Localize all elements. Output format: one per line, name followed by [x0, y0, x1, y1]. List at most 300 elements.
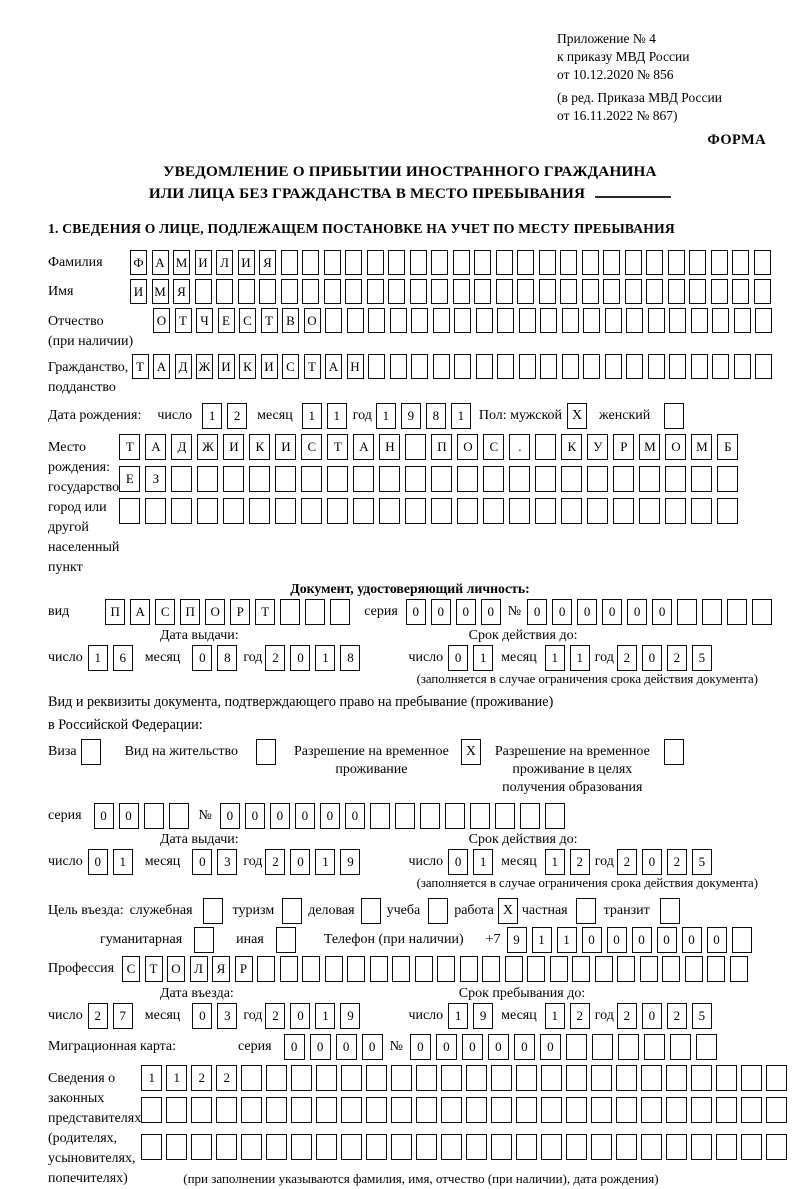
char-cell[interactable]: [603, 279, 620, 304]
char-cell[interactable]: 7: [113, 1003, 133, 1029]
char-cell[interactable]: [345, 279, 362, 304]
char-cell[interactable]: [616, 1134, 637, 1160]
char-cell[interactable]: [711, 250, 728, 275]
char-cell[interactable]: У: [587, 434, 608, 460]
char-cell[interactable]: [454, 308, 471, 333]
char-cell[interactable]: [410, 250, 427, 275]
char-cell[interactable]: А: [152, 250, 169, 275]
char-cell[interactable]: [665, 498, 686, 524]
checkbox-cell[interactable]: [576, 898, 596, 924]
char-cell[interactable]: [732, 250, 749, 275]
char-cell[interactable]: [696, 1034, 717, 1060]
char-cell[interactable]: [566, 1097, 587, 1123]
char-cell[interactable]: [582, 250, 599, 275]
char-cell[interactable]: 1: [473, 849, 493, 875]
char-cell[interactable]: [327, 466, 348, 492]
char-cell[interactable]: [379, 498, 400, 524]
char-cell[interactable]: 0: [456, 599, 476, 625]
char-cell[interactable]: М: [639, 434, 660, 460]
char-cell[interactable]: [191, 1097, 212, 1123]
char-cell[interactable]: [325, 308, 342, 333]
char-cell[interactable]: [171, 466, 192, 492]
char-cell[interactable]: [347, 956, 365, 982]
char-cell[interactable]: [662, 956, 680, 982]
char-cell[interactable]: [711, 279, 728, 304]
char-cell[interactable]: [431, 279, 448, 304]
char-cell[interactable]: [766, 1134, 787, 1160]
char-cell[interactable]: И: [238, 250, 255, 275]
char-cell[interactable]: [483, 466, 504, 492]
char-cell[interactable]: [325, 956, 343, 982]
char-cell[interactable]: [280, 599, 300, 625]
char-cell[interactable]: 0: [552, 599, 572, 625]
char-cell[interactable]: 0: [448, 849, 468, 875]
char-cell[interactable]: С: [155, 599, 175, 625]
char-cell[interactable]: [497, 308, 514, 333]
checkbox-cell[interactable]: [660, 898, 680, 924]
char-cell[interactable]: Л: [190, 956, 208, 982]
char-cell[interactable]: [689, 250, 706, 275]
char-cell[interactable]: 1: [88, 645, 108, 671]
char-cell[interactable]: [305, 599, 325, 625]
char-cell[interactable]: [685, 956, 703, 982]
char-cell[interactable]: [639, 498, 660, 524]
char-cell[interactable]: 0: [192, 849, 212, 875]
char-cell[interactable]: О: [205, 599, 225, 625]
char-cell[interactable]: [666, 1065, 687, 1091]
char-cell[interactable]: Р: [230, 599, 250, 625]
char-cell[interactable]: 0: [488, 1034, 509, 1060]
char-cell[interactable]: [566, 1065, 587, 1091]
char-cell[interactable]: [405, 498, 426, 524]
char-cell[interactable]: 1: [376, 403, 396, 429]
char-cell[interactable]: [712, 354, 729, 379]
char-cell[interactable]: И: [130, 279, 147, 304]
char-cell[interactable]: С: [483, 434, 504, 460]
char-cell[interactable]: 9: [340, 849, 360, 875]
char-cell[interactable]: [291, 1097, 312, 1123]
char-cell[interactable]: 3: [217, 849, 237, 875]
char-cell[interactable]: Ф: [130, 250, 147, 275]
char-cell[interactable]: 9: [340, 1003, 360, 1029]
char-cell[interactable]: Ж: [196, 354, 213, 379]
char-cell[interactable]: [732, 927, 752, 953]
char-cell[interactable]: [466, 1134, 487, 1160]
char-cell[interactable]: [405, 434, 426, 460]
char-cell[interactable]: [390, 354, 407, 379]
char-cell[interactable]: [666, 1097, 687, 1123]
char-cell[interactable]: [734, 354, 751, 379]
char-cell[interactable]: К: [249, 434, 270, 460]
char-cell[interactable]: 0: [406, 599, 426, 625]
char-cell[interactable]: 9: [473, 1003, 493, 1029]
char-cell[interactable]: [702, 599, 722, 625]
char-cell[interactable]: 1: [113, 849, 133, 875]
char-cell[interactable]: [491, 1097, 512, 1123]
char-cell[interactable]: И: [261, 354, 278, 379]
char-cell[interactable]: .: [509, 434, 530, 460]
char-cell[interactable]: [281, 279, 298, 304]
char-cell[interactable]: [616, 1097, 637, 1123]
char-cell[interactable]: Т: [145, 956, 163, 982]
char-cell[interactable]: 0: [436, 1034, 457, 1060]
char-cell[interactable]: 0: [642, 645, 662, 671]
char-cell[interactable]: 2: [667, 1003, 687, 1029]
char-cell[interactable]: [453, 279, 470, 304]
char-cell[interactable]: 0: [295, 803, 315, 829]
char-cell[interactable]: [420, 803, 440, 829]
char-cell[interactable]: [316, 1065, 337, 1091]
char-cell[interactable]: Я: [173, 279, 190, 304]
char-cell[interactable]: 1: [315, 1003, 335, 1029]
char-cell[interactable]: [561, 498, 582, 524]
char-cell[interactable]: И: [195, 250, 212, 275]
char-cell[interactable]: О: [457, 434, 478, 460]
char-cell[interactable]: [119, 498, 140, 524]
char-cell[interactable]: Е: [119, 466, 140, 492]
checkbox-cell[interactable]: [664, 403, 684, 429]
char-cell[interactable]: М: [173, 250, 190, 275]
char-cell[interactable]: [395, 803, 415, 829]
char-cell[interactable]: П: [431, 434, 452, 460]
char-cell[interactable]: [516, 1065, 537, 1091]
char-cell[interactable]: [330, 599, 350, 625]
checkbox-cell[interactable]: X: [567, 403, 587, 429]
char-cell[interactable]: [691, 1065, 712, 1091]
char-cell[interactable]: 6: [113, 645, 133, 671]
char-cell[interactable]: [519, 354, 536, 379]
char-cell[interactable]: 1: [451, 403, 471, 429]
char-cell[interactable]: [707, 956, 725, 982]
char-cell[interactable]: [540, 354, 557, 379]
char-cell[interactable]: 0: [320, 803, 340, 829]
char-cell[interactable]: [431, 466, 452, 492]
char-cell[interactable]: 0: [345, 803, 365, 829]
char-cell[interactable]: [754, 250, 771, 275]
char-cell[interactable]: [648, 354, 665, 379]
char-cell[interactable]: [583, 308, 600, 333]
char-cell[interactable]: [613, 498, 634, 524]
char-cell[interactable]: 8: [340, 645, 360, 671]
char-cell[interactable]: [388, 279, 405, 304]
char-cell[interactable]: [453, 250, 470, 275]
char-cell[interactable]: [241, 1065, 262, 1091]
char-cell[interactable]: [301, 498, 322, 524]
char-cell[interactable]: А: [353, 434, 374, 460]
char-cell[interactable]: 5: [692, 1003, 712, 1029]
char-cell[interactable]: [640, 956, 658, 982]
char-cell[interactable]: [454, 354, 471, 379]
char-cell[interactable]: 2: [227, 403, 247, 429]
char-cell[interactable]: 1: [141, 1065, 162, 1091]
char-cell[interactable]: [527, 956, 545, 982]
char-cell[interactable]: Т: [119, 434, 140, 460]
char-cell[interactable]: [301, 466, 322, 492]
char-cell[interactable]: 1: [545, 849, 565, 875]
char-cell[interactable]: [266, 1065, 287, 1091]
char-cell[interactable]: [545, 803, 565, 829]
char-cell[interactable]: [416, 1065, 437, 1091]
char-cell[interactable]: Р: [235, 956, 253, 982]
char-cell[interactable]: [474, 250, 491, 275]
char-cell[interactable]: 2: [265, 645, 285, 671]
char-cell[interactable]: [668, 250, 685, 275]
char-cell[interactable]: [327, 498, 348, 524]
char-cell[interactable]: О: [153, 308, 170, 333]
char-cell[interactable]: К: [239, 354, 256, 379]
char-cell[interactable]: [145, 498, 166, 524]
char-cell[interactable]: [754, 279, 771, 304]
char-cell[interactable]: 2: [667, 849, 687, 875]
char-cell[interactable]: [566, 1134, 587, 1160]
char-cell[interactable]: 0: [652, 599, 672, 625]
char-cell[interactable]: [379, 466, 400, 492]
char-cell[interactable]: [755, 308, 772, 333]
char-cell[interactable]: Т: [132, 354, 149, 379]
char-cell[interactable]: [669, 308, 686, 333]
char-cell[interactable]: 1: [166, 1065, 187, 1091]
char-cell[interactable]: [457, 466, 478, 492]
char-cell[interactable]: [460, 956, 478, 982]
char-cell[interactable]: 0: [602, 599, 622, 625]
char-cell[interactable]: 0: [527, 599, 547, 625]
char-cell[interactable]: [370, 803, 390, 829]
char-cell[interactable]: [368, 354, 385, 379]
char-cell[interactable]: [716, 1097, 737, 1123]
char-cell[interactable]: [457, 498, 478, 524]
checkbox-cell[interactable]: [81, 739, 101, 765]
char-cell[interactable]: [415, 956, 433, 982]
char-cell[interactable]: [550, 956, 568, 982]
char-cell[interactable]: 0: [632, 927, 652, 953]
char-cell[interactable]: [491, 1134, 512, 1160]
char-cell[interactable]: [691, 1097, 712, 1123]
char-cell[interactable]: 0: [642, 849, 662, 875]
char-cell[interactable]: 2: [570, 849, 590, 875]
char-cell[interactable]: 1: [570, 645, 590, 671]
char-cell[interactable]: Ч: [196, 308, 213, 333]
char-cell[interactable]: 1: [315, 849, 335, 875]
char-cell[interactable]: [368, 308, 385, 333]
char-cell[interactable]: 0: [290, 1003, 310, 1029]
char-cell[interactable]: 1: [557, 927, 577, 953]
char-cell[interactable]: [367, 279, 384, 304]
char-cell[interactable]: [741, 1134, 762, 1160]
char-cell[interactable]: [370, 956, 388, 982]
char-cell[interactable]: 0: [481, 599, 501, 625]
char-cell[interactable]: 2: [216, 1065, 237, 1091]
char-cell[interactable]: [241, 1097, 262, 1123]
char-cell[interactable]: [496, 279, 513, 304]
char-cell[interactable]: [670, 1034, 691, 1060]
char-cell[interactable]: 1: [302, 403, 322, 429]
char-cell[interactable]: [316, 1134, 337, 1160]
char-cell[interactable]: [341, 1097, 362, 1123]
char-cell[interactable]: [216, 1097, 237, 1123]
char-cell[interactable]: [560, 279, 577, 304]
char-cell[interactable]: [766, 1065, 787, 1091]
char-cell[interactable]: А: [145, 434, 166, 460]
char-cell[interactable]: [517, 250, 534, 275]
char-cell[interactable]: 9: [401, 403, 421, 429]
char-cell[interactable]: [441, 1065, 462, 1091]
char-cell[interactable]: [367, 250, 384, 275]
char-cell[interactable]: [169, 803, 189, 829]
char-cell[interactable]: [562, 308, 579, 333]
char-cell[interactable]: [644, 1034, 665, 1060]
checkbox-cell[interactable]: [282, 898, 302, 924]
char-cell[interactable]: [166, 1097, 187, 1123]
char-cell[interactable]: 0: [577, 599, 597, 625]
char-cell[interactable]: П: [180, 599, 200, 625]
char-cell[interactable]: [144, 803, 164, 829]
char-cell[interactable]: [717, 498, 738, 524]
char-cell[interactable]: [541, 1065, 562, 1091]
char-cell[interactable]: [324, 250, 341, 275]
char-cell[interactable]: 0: [462, 1034, 483, 1060]
char-cell[interactable]: [605, 308, 622, 333]
char-cell[interactable]: [732, 279, 749, 304]
char-cell[interactable]: [535, 466, 556, 492]
checkbox-cell[interactable]: [428, 898, 448, 924]
char-cell[interactable]: [496, 250, 513, 275]
char-cell[interactable]: А: [325, 354, 342, 379]
char-cell[interactable]: 0: [410, 1034, 431, 1060]
char-cell[interactable]: 9: [507, 927, 527, 953]
char-cell[interactable]: 1: [327, 403, 347, 429]
char-cell[interactable]: [171, 498, 192, 524]
char-cell[interactable]: 0: [582, 927, 602, 953]
char-cell[interactable]: [582, 279, 599, 304]
char-cell[interactable]: [259, 279, 276, 304]
char-cell[interactable]: [648, 308, 665, 333]
char-cell[interactable]: [665, 466, 686, 492]
char-cell[interactable]: М: [152, 279, 169, 304]
char-cell[interactable]: [741, 1097, 762, 1123]
char-cell[interactable]: Д: [171, 434, 192, 460]
char-cell[interactable]: [431, 250, 448, 275]
char-cell[interactable]: [561, 466, 582, 492]
char-cell[interactable]: [595, 956, 613, 982]
char-cell[interactable]: [275, 498, 296, 524]
checkbox-cell[interactable]: [256, 739, 276, 765]
char-cell[interactable]: 5: [692, 645, 712, 671]
char-cell[interactable]: 1: [315, 645, 335, 671]
char-cell[interactable]: 5: [692, 849, 712, 875]
char-cell[interactable]: [416, 1097, 437, 1123]
char-cell[interactable]: [316, 1097, 337, 1123]
char-cell[interactable]: [626, 308, 643, 333]
char-cell[interactable]: [474, 279, 491, 304]
char-cell[interactable]: 0: [310, 1034, 331, 1060]
char-cell[interactable]: Е: [218, 308, 235, 333]
char-cell[interactable]: [195, 279, 212, 304]
char-cell[interactable]: [519, 308, 536, 333]
char-cell[interactable]: [431, 498, 452, 524]
char-cell[interactable]: [691, 308, 708, 333]
char-cell[interactable]: 0: [290, 849, 310, 875]
char-cell[interactable]: С: [122, 956, 140, 982]
char-cell[interactable]: 0: [540, 1034, 561, 1060]
char-cell[interactable]: [734, 308, 751, 333]
char-cell[interactable]: 0: [627, 599, 647, 625]
char-cell[interactable]: [366, 1065, 387, 1091]
char-cell[interactable]: [539, 250, 556, 275]
char-cell[interactable]: [517, 279, 534, 304]
char-cell[interactable]: [587, 466, 608, 492]
char-cell[interactable]: И: [275, 434, 296, 460]
char-cell[interactable]: [712, 308, 729, 333]
char-cell[interactable]: Д: [175, 354, 192, 379]
char-cell[interactable]: 0: [192, 645, 212, 671]
char-cell[interactable]: [341, 1134, 362, 1160]
char-cell[interactable]: [691, 466, 712, 492]
char-cell[interactable]: [668, 279, 685, 304]
char-cell[interactable]: [437, 956, 455, 982]
char-cell[interactable]: 0: [362, 1034, 383, 1060]
char-cell[interactable]: С: [239, 308, 256, 333]
char-cell[interactable]: 0: [192, 1003, 212, 1029]
char-cell[interactable]: В: [282, 308, 299, 333]
char-cell[interactable]: [366, 1097, 387, 1123]
char-cell[interactable]: [390, 308, 407, 333]
char-cell[interactable]: [618, 1034, 639, 1060]
char-cell[interactable]: 0: [88, 849, 108, 875]
char-cell[interactable]: [766, 1097, 787, 1123]
char-cell[interactable]: [441, 1097, 462, 1123]
char-cell[interactable]: [491, 1065, 512, 1091]
char-cell[interactable]: А: [153, 354, 170, 379]
char-cell[interactable]: [411, 308, 428, 333]
char-cell[interactable]: 2: [617, 1003, 637, 1029]
char-cell[interactable]: [445, 803, 465, 829]
char-cell[interactable]: 2: [667, 645, 687, 671]
char-cell[interactable]: [717, 466, 738, 492]
checkbox-cell[interactable]: X: [461, 739, 481, 765]
char-cell[interactable]: 0: [682, 927, 702, 953]
char-cell[interactable]: Я: [212, 956, 230, 982]
char-cell[interactable]: [223, 466, 244, 492]
char-cell[interactable]: 3: [217, 1003, 237, 1029]
char-cell[interactable]: [470, 803, 490, 829]
checkbox-cell[interactable]: [664, 739, 684, 765]
char-cell[interactable]: [730, 956, 748, 982]
char-cell[interactable]: [405, 466, 426, 492]
char-cell[interactable]: [281, 250, 298, 275]
char-cell[interactable]: [591, 1097, 612, 1123]
char-cell[interactable]: Т: [304, 354, 321, 379]
char-cell[interactable]: [583, 354, 600, 379]
char-cell[interactable]: 2: [570, 1003, 590, 1029]
char-cell[interactable]: [535, 498, 556, 524]
char-cell[interactable]: [366, 1134, 387, 1160]
char-cell[interactable]: О: [167, 956, 185, 982]
char-cell[interactable]: [520, 803, 540, 829]
char-cell[interactable]: [641, 1065, 662, 1091]
char-cell[interactable]: [669, 354, 686, 379]
char-cell[interactable]: [345, 250, 362, 275]
char-cell[interactable]: [691, 354, 708, 379]
char-cell[interactable]: [433, 354, 450, 379]
char-cell[interactable]: [540, 308, 557, 333]
char-cell[interactable]: [497, 354, 514, 379]
char-cell[interactable]: 1: [202, 403, 222, 429]
char-cell[interactable]: [391, 1134, 412, 1160]
char-cell[interactable]: 0: [220, 803, 240, 829]
char-cell[interactable]: [257, 956, 275, 982]
char-cell[interactable]: Ж: [197, 434, 218, 460]
char-cell[interactable]: [291, 1134, 312, 1160]
